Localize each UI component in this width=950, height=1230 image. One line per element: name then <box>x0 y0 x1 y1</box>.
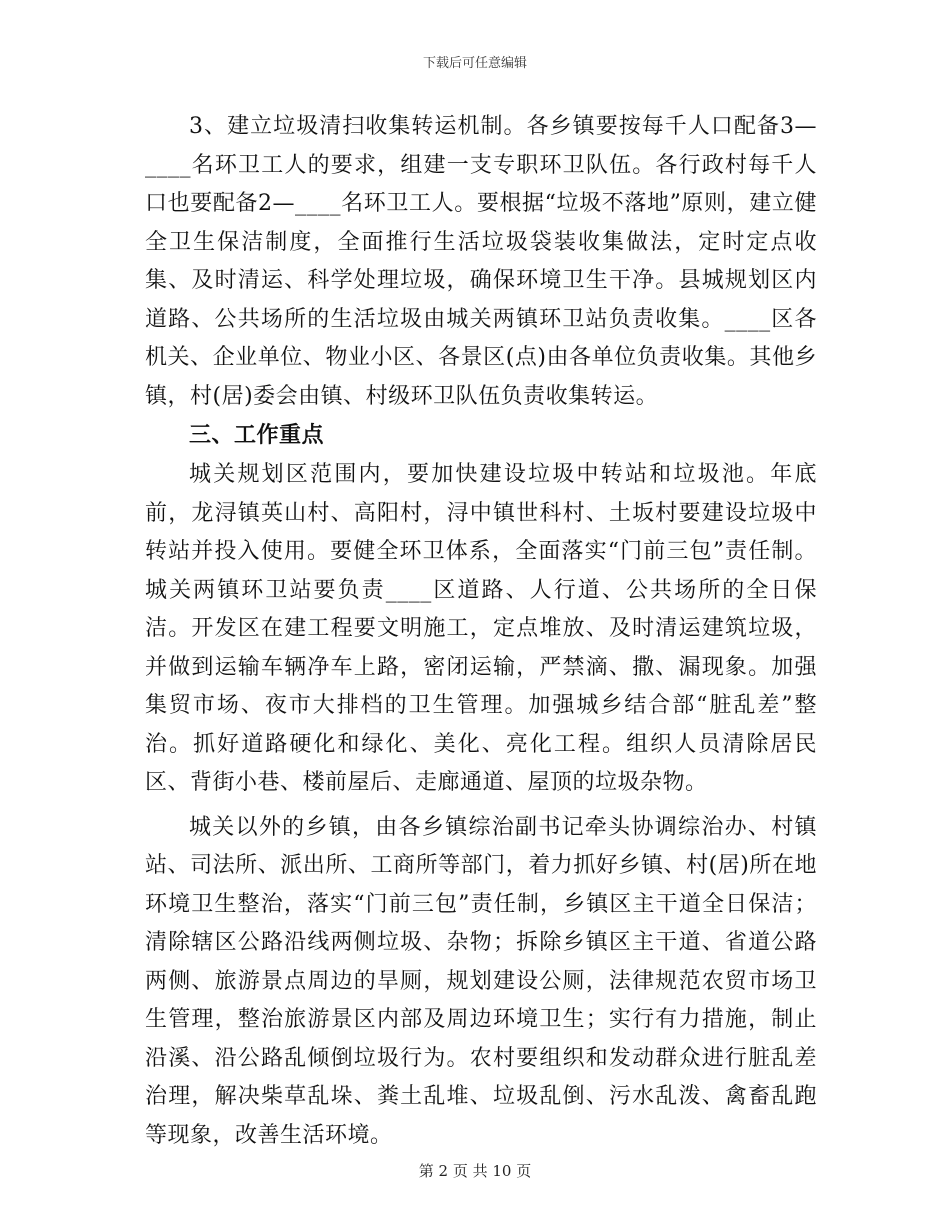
paragraph-garbage-collection: 3、建立垃圾清扫收集转运机制。各乡镇要按每千人口配备3—____名环卫工人的要求，组建一支专职环卫队伍。各行政村每千人口也要配备2—____名环卫工人。要根据“垃圾不落地”原则，建立健全卫生保洁制度，全面推行生活垃圾袋装收集做法，定时定点收集、及时清运、科学处理垃圾，确保环境卫生干净。县城规划区内道路、公共场所的生活垃圾由城关两镇环卫站负责收集。____区各机关、企业单位、物业小区、各景区(点)由各单位负责收集。其他乡镇，村(居)委会由镇、村级环卫队伍负责收集转运。 <box>145 114 817 409</box>
section-heading: 三、工作重点 <box>189 423 325 448</box>
paragraph-rural-towns: 城关以外的乡镇，由各乡镇综治副书记牵头协调综治办、村镇站、司法所、派出所、工商所等部门，着力抓好乡镇、村(居)所在地环境卫生整治，落实“门前三包”责任制，乡镇区主干道全日保洁；清除辖区公路沿线两侧垃圾、杂物；拆除乡镇区主干道、省道公路两侧、旅游景点周边的旱厕，规划建设公厕，法律规范农贸市场卫生管理，整治旅游景区内部及周边环境卫生；实行有力措施，制止沿溪、沿公路乱倾倒垃圾行为。农村要组织和发动群众进行脏乱差治理，解决柴草乱垛、粪土乱堆、垃圾乱倒、污水乱泼、禽畜乱跑等现象，改善生活环境。 <box>145 814 817 1148</box>
page-footer: 第 2 页 共 10 页 <box>418 1162 532 1180</box>
document-body <box>145 108 817 1155</box>
paragraph-urban-planning-area: 城关规划区范围内，要加快建设垃圾中转站和垃圾池。年底前，龙浔镇英山村、高阳村，浔中镇世科村、土坂村要建设垃圾中转站并投入使用。要健全环卫体系，全面落实“门前三包”责任制。城关两镇环卫站要负责____区道路、人行道、公共场所的全日保洁。开发区在建工程要文明施工，定点堆放、及时清运建筑垃圾，并做到运输车辆净车上路，密闭运输，严禁滴、撒、漏现象。加强集贸市场、夜市大排档的卫生管理。加强城乡结合部“脏乱差”整治。抓好道路硬化和绿化、美化、亮化工程。组织人员清除居民区、背街小巷、楼前屋后、走廊通道、屋顶的垃圾杂物。 <box>145 462 817 795</box>
page-header: 下载后可任意编辑 <box>422 56 527 71</box>
